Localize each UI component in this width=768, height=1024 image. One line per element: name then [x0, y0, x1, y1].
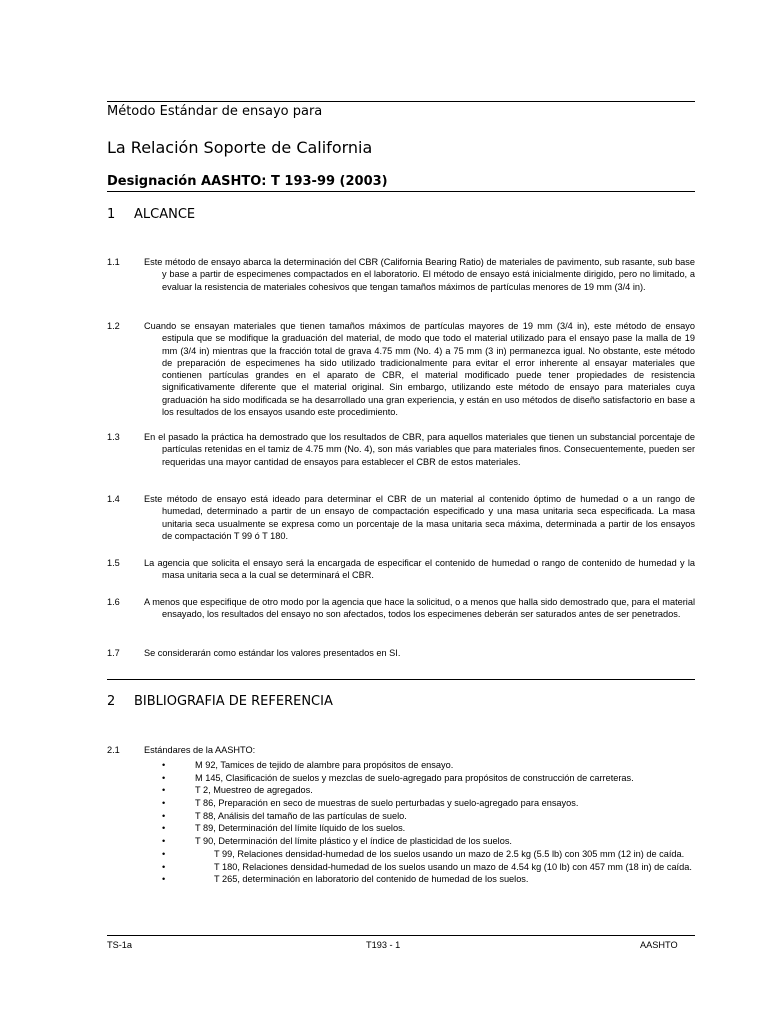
bullet-icon: •	[162, 874, 166, 885]
paragraph-number: 1.5	[107, 558, 120, 568]
list-item	[107, 772, 695, 785]
paragraph-number: 1.2	[107, 321, 120, 331]
list-item	[107, 873, 695, 886]
list-item	[107, 861, 695, 874]
footer-left: TS-1a	[107, 940, 133, 950]
bullet-icon: •	[162, 823, 166, 834]
section-2-rule	[107, 679, 695, 680]
list-item	[107, 848, 695, 861]
bullet-icon: •	[162, 810, 166, 821]
list-item-text: T 89, Determinación del límite líquido de los suelos.	[195, 823, 406, 834]
paragraph-1-6	[107, 596, 695, 621]
list-item	[107, 810, 695, 823]
list-item	[107, 759, 695, 772]
paragraph-text: A menos que especifique de otro modo por la agencia que hace la solicitud, o a menos que halla sido demostrado que, para el material ensayado, los resultados del ensayo no son afectados, todos los especimenes deberán ser saturados antes de ser penetrados.	[144, 597, 695, 620]
list-item-text: T 180, Relaciones densidad-humedad de los suelos usando un mazo de 4.54 kg (10 lb) con 457 mm (18 in) de caída.	[214, 861, 692, 872]
bullet-icon: •	[162, 785, 166, 796]
footer-right: AASHTO	[640, 940, 678, 950]
paragraph-1-2	[107, 320, 695, 418]
paragraph-2-1	[107, 744, 695, 756]
paragraph-text: Cuando se ensayan materiales que tienen tamaños máximos de partículas mayores de 19 mm (3/4 in), este método de ensayo estipula que se modifique la graduación del material, de modo que todo el material utilizado para el ensayo pase la malla de 19 mm (3/4 in) mientras que la fracción total de grava 4.75 mm (No. 4) a 75 mm (3 in) permanezca igual. No obstante, este método de preparación de especimenes ha sido utilizado tradicionalmente para evitar el error inherente al ensayar materiales que contienen partículas grandes en el aparato de CBR, el material modificado puede tener propiedades de resistencia significativamente diferente que el material original. Sin embargo, utilizando este método de ensayo para materiales cuya graduación ha sido modificada se ha desarrollado una gran experiencia, y están en uso métodos de diseño satisfactorio en base a los resultados de los ensayos usando este procedimiento.	[144, 321, 695, 418]
paragraph-number: 1.4	[107, 494, 120, 504]
paragraph-text: Estándares de la AASHTO:	[144, 745, 256, 755]
list-item	[107, 784, 695, 797]
footer-rule	[107, 935, 695, 936]
list-item-text: T 2, Muestreo de agregados.	[195, 785, 313, 796]
list-item	[107, 835, 695, 848]
paragraph-1-7	[107, 647, 695, 659]
paragraph-text: Este método de ensayo abarca la determinación del CBR (California Bearing Ratio) de materiales de pavimento, sub rasante, sub base y base a partir de especimenes compactados en el laboratorio. El método de ensayo está inicialmente dirigido, pero no limitado, a evaluar la resistencia de materiales cohesivos que tengan tamaños máximos de partículas menores de 19 mm (3/4 in).	[144, 257, 695, 292]
list-item-text: T 86, Preparación en seco de muestras de suelo perturbadas y suelo-agregado para ensayos.	[195, 798, 579, 809]
designation-rule	[107, 191, 695, 192]
list-item-text: T 99, Relaciones densidad-humedad de los suelos usando un mazo de 2.5 kg (5.5 lb) con 305 mm (12 in) de caída.	[214, 848, 685, 859]
paragraph-text: En el pasado la práctica ha demostrado que los resultados de CBR, para aquellos materiales que tienen un substancial porcentaje de partículas retenidas en el tamiz de 4.75 mm (No. 4), son más variables que para materiales finos. Consecuentemente, pueden ser requeridas una mayor cantidad de ensayos para establecer el CBR de estos materiales.	[144, 432, 695, 467]
bullet-icon: •	[162, 798, 166, 809]
section-1-title: ALCANCE	[134, 207, 196, 222]
list-item-text: T 90, Determinación del límite plástico y el índice de plasticidad de los suelos.	[195, 836, 512, 847]
bullet-icon: •	[162, 848, 166, 859]
list-item-text: T 88, Análisis del tamaño de las partículas de suelo.	[195, 810, 407, 821]
section-2-number: 2	[107, 694, 116, 709]
bullet-icon: •	[162, 772, 166, 783]
paragraph-text: Se considerarán como estándar los valores presentados en SI.	[144, 648, 401, 658]
paragraph-number: 2.1	[107, 745, 120, 755]
list-item-text: M 92, Tamices de tejido de alambre para propósitos de ensayo.	[195, 760, 454, 770]
aashto-standards-list	[107, 759, 695, 886]
paragraph-1-1	[107, 256, 695, 293]
paragraph-number: 1.6	[107, 597, 120, 607]
bullet-icon: •	[162, 861, 166, 872]
list-item-text: M 145, Clasificación de suelos y mezclas de suelo-agregado para propósitos de construcción de carreteras.	[195, 772, 634, 783]
bullet-icon: •	[162, 760, 166, 770]
paragraph-number: 1.7	[107, 648, 120, 658]
paragraph-1-4	[107, 493, 695, 542]
section-2-title: BIBLIOGRAFIA DE REFERENCIA	[134, 694, 333, 709]
list-item-text: T 265, determinación en laboratorio del contenido de humedad de los suelos.	[214, 874, 529, 885]
bullet-icon: •	[162, 836, 166, 847]
paragraph-text: Este método de ensayo está ideado para determinar el CBR de un material al contenido óptimo de humedad o a un rango de humedad, determinado a partir de un ensayo de compactación especificado y una masa unitaria seca especificada. La masa unitaria seca usualmente se expresa como un porcentaje de la masa unitaria seca máxima, determinada a partir de los ensayos de compactación T 99 ó T 180.	[144, 494, 695, 541]
paragraph-number: 1.1	[107, 257, 120, 267]
paragraph-1-3	[107, 431, 695, 468]
footer-page-number: T193 - 1	[366, 940, 401, 950]
list-item	[107, 822, 695, 835]
document-title: La Relación Soporte de California	[107, 138, 373, 157]
list-item	[107, 797, 695, 810]
paragraph-number: 1.3	[107, 432, 120, 442]
paragraph-1-5	[107, 557, 695, 582]
document-designation: Designación AASHTO: T 193-99 (2003)	[107, 174, 388, 189]
section-2-heading	[107, 694, 333, 709]
top-rule	[107, 101, 695, 102]
paragraph-text: La agencia que solicita el ensayo será la encargada de especificar el contenido de humedad o rango de contenido de humedad y la masa unitaria seca a la cual se determinará el CBR.	[144, 558, 695, 581]
section-1-heading	[107, 207, 195, 222]
section-1-number: 1	[107, 207, 116, 222]
document-subtitle: Método Estándar de ensayo para	[107, 104, 323, 119]
